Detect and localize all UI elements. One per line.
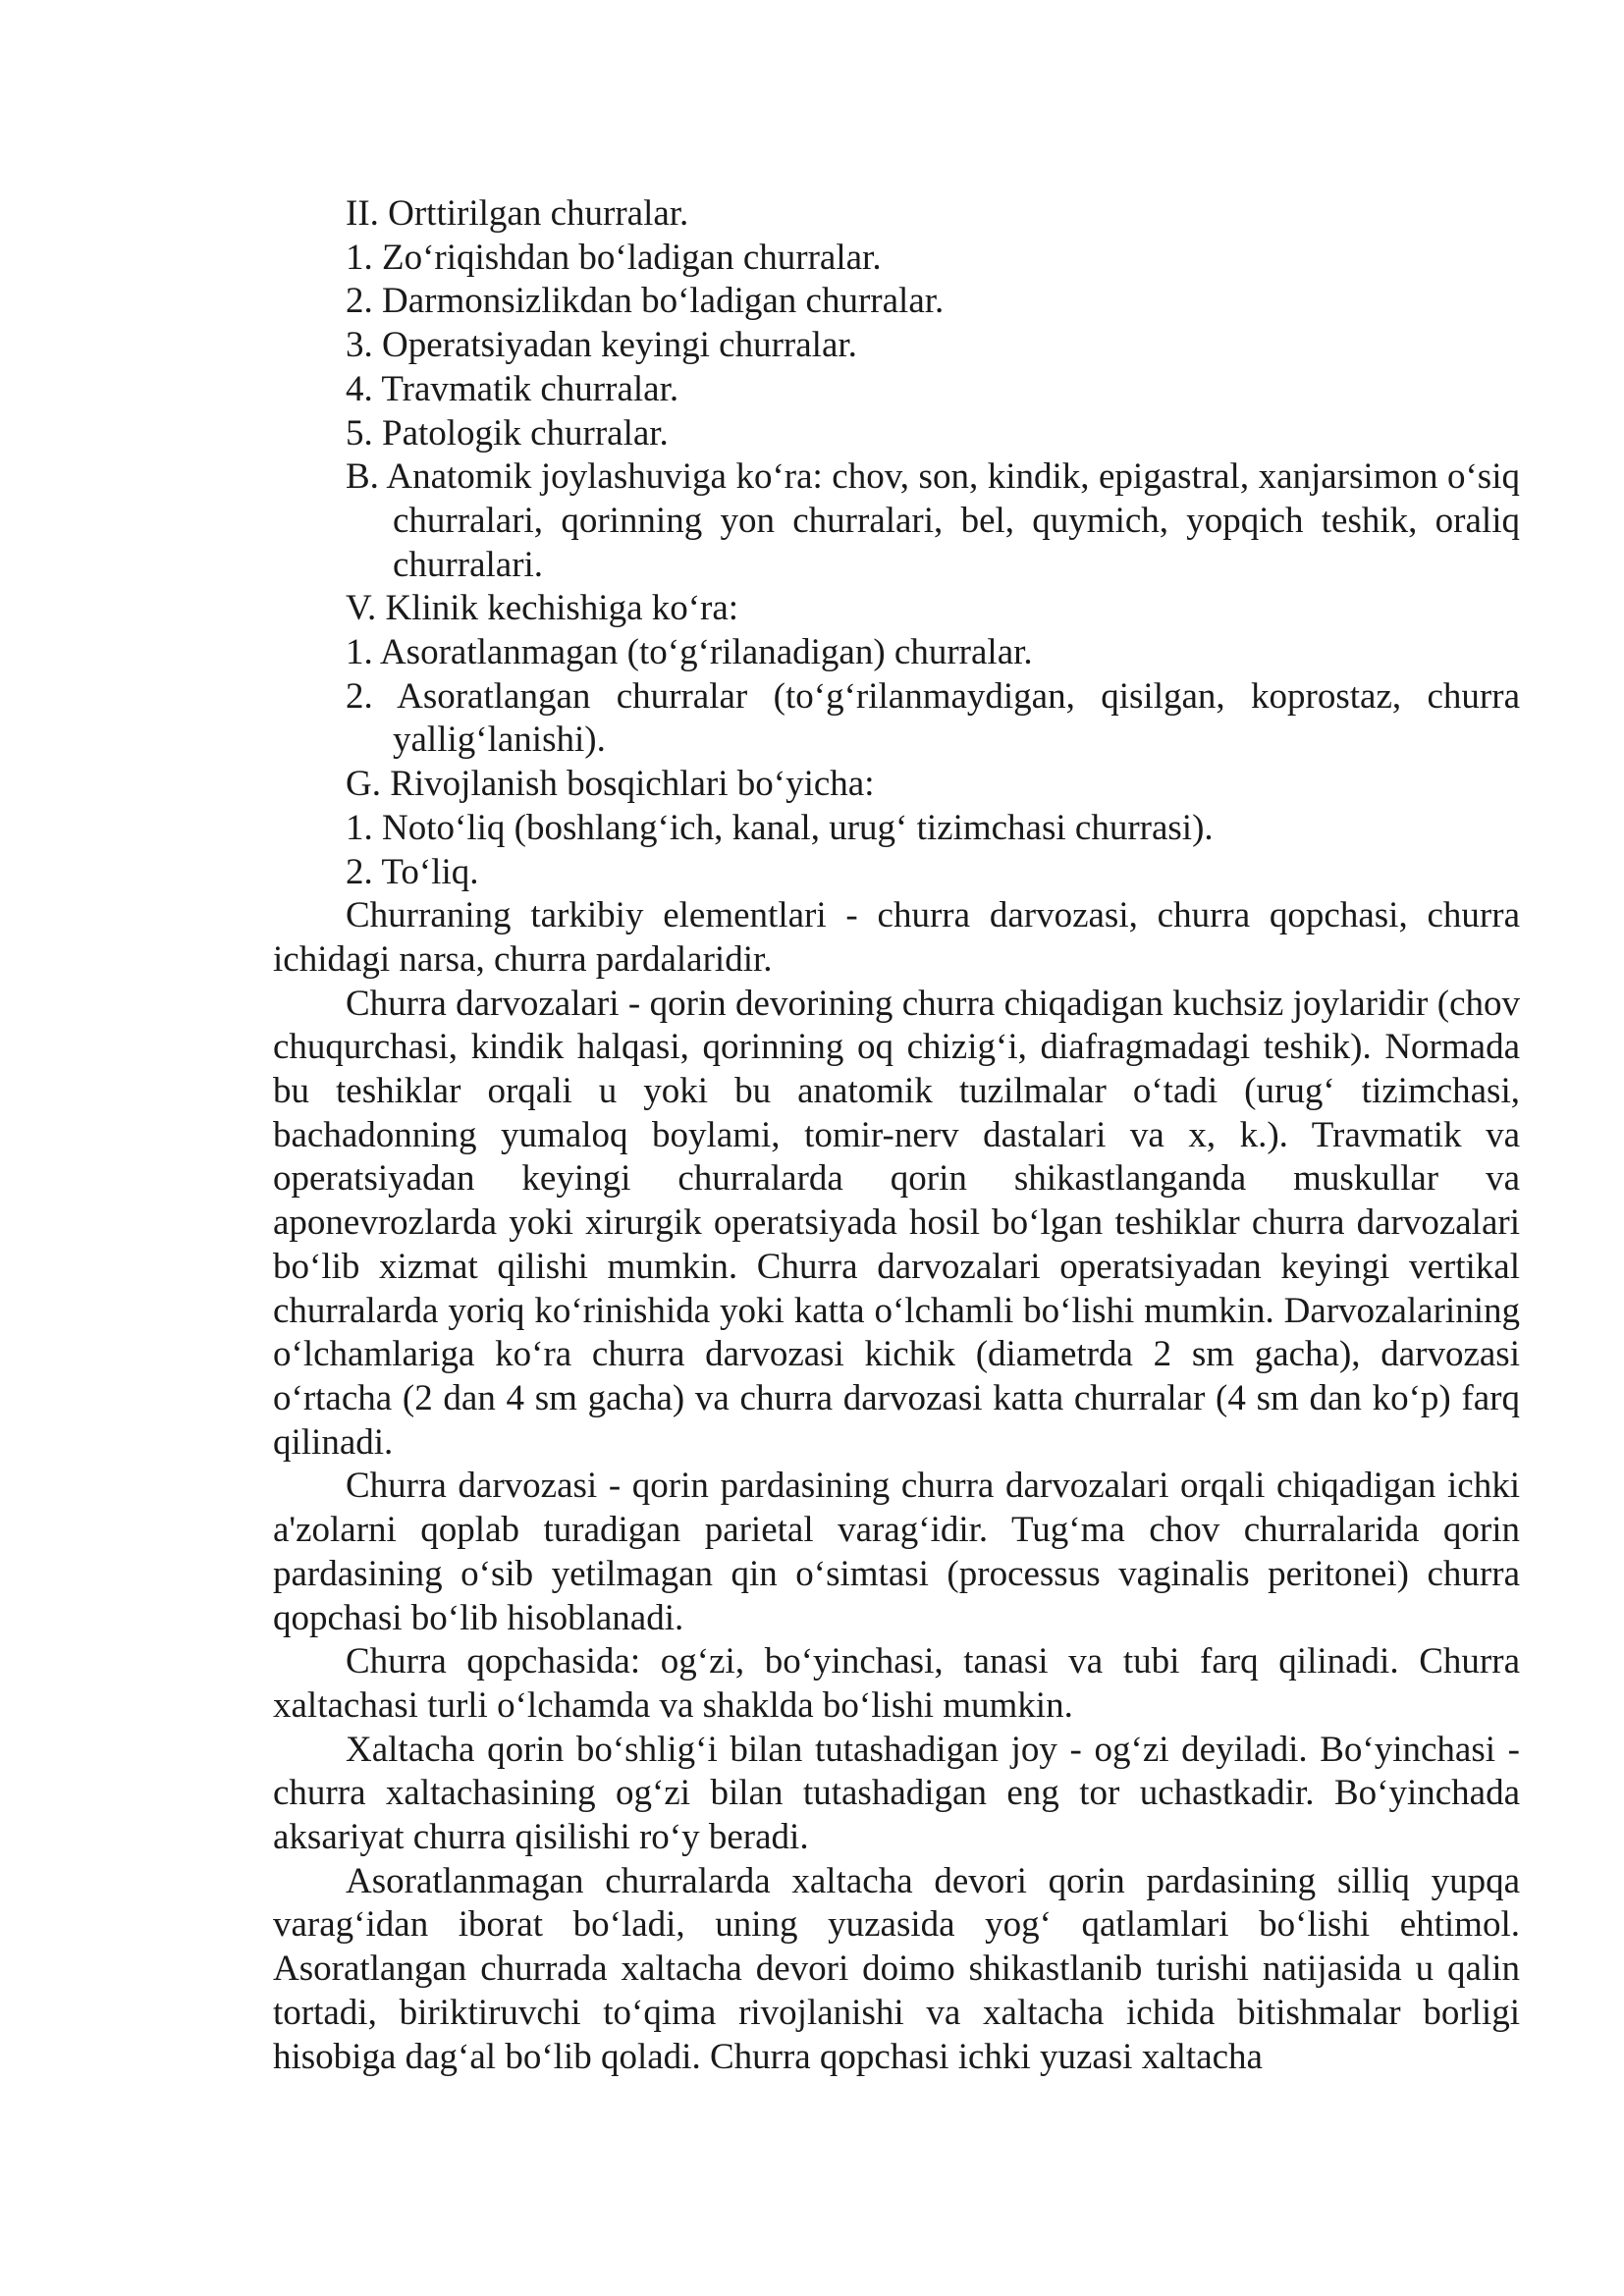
paragraph-hernia-gates: Churra darvozalari - qorin devorining churra chiqadigan kuchsiz joylaridir (chov chuqurchasi, kindik halqasi, qorinning oq chizig‘i, diafragmadagi teshik). Normada bu teshiklar orqali u yoki bu anatomik tuzilmalar o‘tadi (urug‘ tizimchasi, bachadonning yumaloq boylami, tomir-nerv dastalari va x, k.). Travmatik va operatsiyadan keyingi churralarda qorin shikastlanganda muskullar va aponevrozlarda yoki xirurgik operatsiyada hosil bo‘lgan teshiklar churra darvozalari bo‘lib xizmat qilishi mumkin. Churra darvozalari operatsiyadan keyingi vertikal churralarda yoriq ko‘rinishida yoki katta o‘lchamli bo‘lishi mumkin. Darvozalarining o‘lchamlariga ko‘ra churra darvozasi kichik (diametrda 2 sm gacha), darvozasi o‘rtacha (2 dan 4 sm gacha) va churra darvozasi katta churralar (4 sm dan ko‘p) farq qilinadi. (273, 983, 1520, 1463)
classification-item: 4. Travmatik churralar. (346, 368, 679, 409)
classification-item: 2. Darmonsizlikdan bo‘ladigan churralar. (346, 281, 945, 322)
classification-item: 1. Noto‘liq (boshlang‘ich, kanal, urug‘ tizimchasi churrasi). (346, 807, 1214, 848)
paragraph-hernia-elements: Churraning tarkibiy elementlari - churra darvozasi, churra qopchasi, churra ichidagi narsa, churra pardalaridir. (273, 895, 1520, 980)
classification-heading-anatomic: B. Anatomik joylashuviga ko‘ra: chov, son, kindik, epigastral, xanjarsimon o‘siq churralari, qorinning yon churralari, bel, quymich, yopqich teshik, oraliq churralari. (346, 456, 1520, 585)
classification-item: 3. Operatsiyadan keyingi churralar. (346, 325, 857, 366)
classification-item: 2. To‘liq. (346, 851, 479, 892)
paragraph-hernia-sac: Churra darvozasi - qorin pardasining churra darvozalari orqali chiqadigan ichki a'zolarni qoplab turadigan parietal varag‘idir. Tug‘ma chov churralarida qorin pardasining o‘sib yetilmagan qin o‘simtasi (processus vaginalis peritonei) churra qopchasi bo‘lib hisoblanadi. (273, 1466, 1520, 1638)
classification-item: 5. Patologik churralar. (346, 412, 669, 454)
classification-item: 1. Asoratlanmagan (to‘g‘rilanadigan) churralar. (346, 632, 1033, 673)
paragraph-sac-wall: Asoratlanmagan churralarda xaltacha devori qorin pardasining silliq yupqa varag‘idan iborat bo‘ladi, uning yuzasida yog‘ qatlamlari bo‘lishi ehtimol. Asoratlangan churrada xaltacha devori doimo shikastlanib turishi natijasida u qalin tortadi, biriktiruvchi to‘qima rivojlanishi va xaltacha ichida bitishmalar borligi hisobiga dag‘al bo‘lib qoladi. Churra qopchasi ichki yuzasi xaltacha (273, 1860, 1520, 2077)
document-body (273, 192, 1520, 2079)
classification-item: 1. Zo‘riqishdan bo‘ladigan churralar. (346, 237, 882, 278)
paragraph-sac-parts: Churra qopchasida: og‘zi, bo‘yinchasi, tanasi va tubi farq qilinadi. Churra xaltachasi turli o‘lchamda va shaklda bo‘lishi mumkin. (273, 1641, 1520, 1726)
classification-heading-acquired: II. Orttirilgan churralar. (346, 193, 689, 234)
classification-heading-stages: G. Rivojlanish bosqichlari bo‘yicha: (346, 764, 875, 805)
classification-item: 2. Asoratlangan churralar (to‘g‘rilanmaydigan, qisilgan, koprostaz, churra yallig‘lanishi). (346, 675, 1520, 761)
paragraph-sac-neck: Xaltacha qorin bo‘shlig‘i bilan tutashadigan joy - og‘zi deyiladi. Bo‘yinchasi - churra xaltachasining og‘zi bilan tutashadigan eng tor uchastkadir. Bo‘yinchada aksariyat churra qisilishi ro‘y beradi. (273, 1729, 1520, 1858)
classification-heading-clinical: V. Klinik kechishiga ko‘ra: (346, 588, 739, 629)
